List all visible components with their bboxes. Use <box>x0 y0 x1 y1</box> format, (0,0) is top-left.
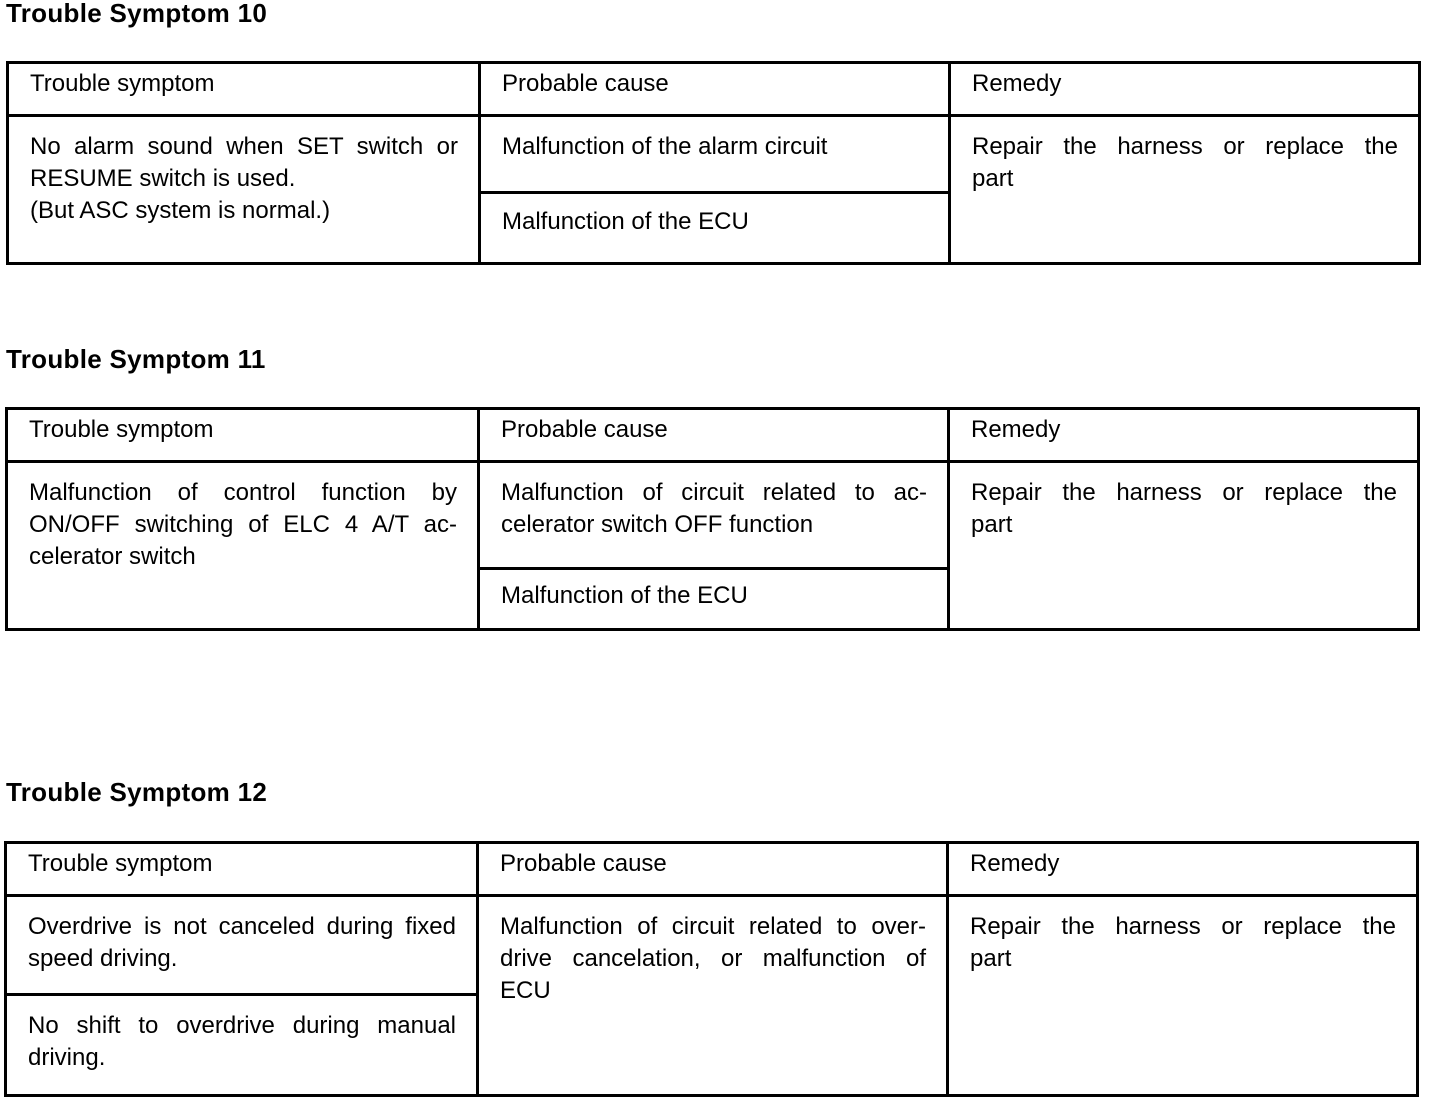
cause-cell <box>478 896 948 1096</box>
header-remedy: Remedy <box>949 409 1419 462</box>
symptom-cell <box>7 462 479 630</box>
remedy-line: Repair the harness or replace the <box>970 913 1396 940</box>
symptom-line: Malfunction of control function by <box>29 479 457 506</box>
remedy-cell <box>949 462 1419 630</box>
symptom-line: No alarm sound when SET switch or <box>30 133 458 160</box>
cause-line: Malfunction of the alarm circuit <box>502 133 828 160</box>
cause-cell <box>479 569 949 630</box>
header-remedy: Remedy <box>950 63 1420 116</box>
header-trouble-symptom: Trouble symptom <box>7 409 479 462</box>
symptom-cell <box>6 995 478 1096</box>
remedy-cell <box>950 116 1420 264</box>
table-row <box>8 116 1420 193</box>
trouble-table-12 <box>4 841 1419 1097</box>
cause-line: Malfunction of circuit related to over- <box>500 913 926 940</box>
cause-line: Malfunction of circuit related to ac- <box>501 479 927 506</box>
remedy-line: part <box>971 511 1013 538</box>
table-row <box>6 896 1418 995</box>
table-header-row <box>7 409 1419 462</box>
header-remedy: Remedy <box>948 843 1418 896</box>
remedy-line: part <box>970 945 1012 972</box>
section-title-10: Trouble Symptom 10 <box>6 0 268 28</box>
remedy-cell <box>948 896 1418 1096</box>
cause-cell <box>480 193 950 264</box>
trouble-table-10 <box>6 61 1421 265</box>
symptom-cell <box>6 896 478 995</box>
symptom-line: driving. <box>28 1044 106 1071</box>
symptom-line: celerator switch <box>29 543 196 570</box>
section-title-11: Trouble Symptom 11 <box>6 344 266 374</box>
cause-line: drive cancelation, or malfunction of <box>500 945 926 972</box>
header-probable-cause: Probable cause <box>479 409 949 462</box>
remedy-line: Repair the harness or replace the <box>972 133 1398 160</box>
trouble-table-11 <box>5 407 1420 631</box>
symptom-line: RESUME switch is used. <box>30 165 296 192</box>
cause-line: Malfunction of the ECU <box>501 582 748 609</box>
remedy-line: part <box>972 165 1014 192</box>
remedy-line: Repair the harness or replace the <box>971 479 1397 506</box>
table-row <box>7 462 1419 569</box>
cause-line: Malfunction of the ECU <box>502 208 749 235</box>
symptom-cell <box>8 116 480 264</box>
cause-line: ECU <box>500 977 551 1004</box>
header-probable-cause: Probable cause <box>478 843 948 896</box>
header-trouble-symptom: Trouble symptom <box>8 63 480 116</box>
symptom-line: ON/OFF switching of ELC 4 A/T ac- <box>29 511 457 538</box>
symptom-line: No shift to overdrive during manual <box>28 1012 456 1039</box>
symptom-line: Overdrive is not canceled during fixed <box>28 913 456 940</box>
section-title-12: Trouble Symptom 12 <box>6 777 268 807</box>
header-trouble-symptom: Trouble symptom <box>6 843 478 896</box>
symptom-line: (But ASC system is normal.) <box>30 197 331 224</box>
cause-line: celerator switch OFF function <box>501 511 814 538</box>
table-header-row <box>6 843 1418 896</box>
header-probable-cause: Probable cause <box>480 63 950 116</box>
table-header-row <box>8 63 1420 116</box>
cause-cell <box>479 462 949 569</box>
cause-cell <box>480 116 950 193</box>
symptom-line: speed driving. <box>28 945 178 972</box>
